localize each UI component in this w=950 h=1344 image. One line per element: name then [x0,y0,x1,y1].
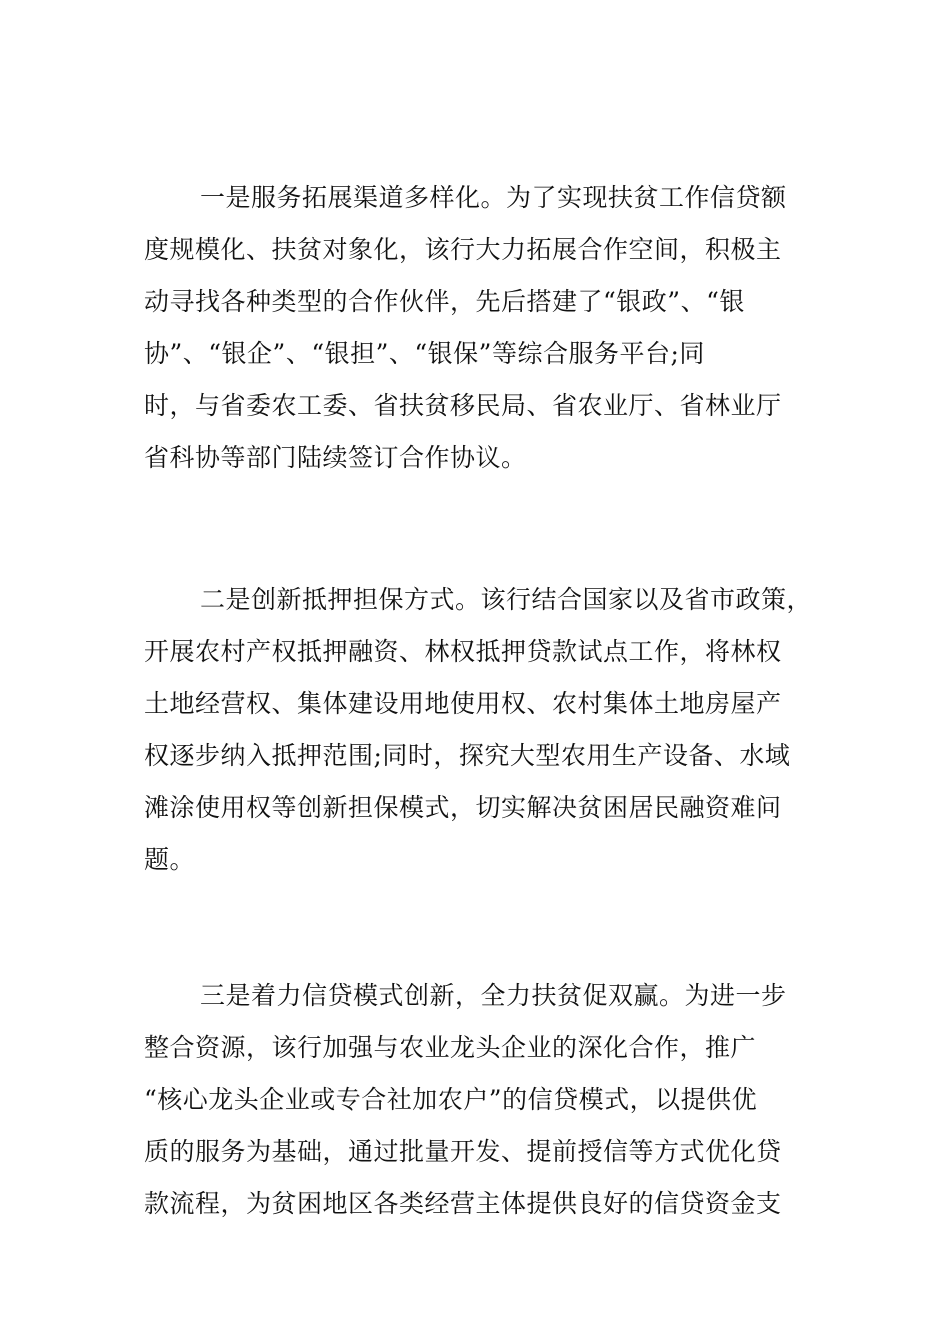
paragraph-line: 滩涂使用权等创新担保模式，切实解决贫困居民融资难问 [144,793,782,822]
paragraph-line: 动寻找各种类型的合作伙伴，先后搭建了“银政”、“银 [144,287,745,316]
paragraph-line: 二是创新抵押担保方式。该行结合国家以及省市政策， [200,585,813,614]
paragraph-credit-model [144,970,816,1230]
paragraph-line: 整合资源，该行加强与农业龙头企业的深化合作，推广 [144,1033,757,1062]
paragraph-line: 度规模化、扶贫对象化，该行大力拓展合作空间，积极主 [144,235,782,264]
paragraph-line: 省科协等部门陆续签订合作协议。 [144,443,527,472]
paragraph-line: 题。 [144,845,196,874]
paragraph-line: 三是着力信贷模式创新，全力扶贫促双赢。为进一步 [200,981,787,1010]
paragraph-line: 一是服务拓展渠道多样化。为了实现扶贫工作信贷额 [200,183,787,212]
paragraph-service-channels [144,172,816,484]
paragraph-line: 土地经营权、集体建设用地使用权、农村集体土地房屋产 [144,689,782,718]
paragraph-line: 权逐步纳入抵押范围;同时，探究大型农用生产设备、水域 [144,741,791,770]
paragraph-line: “核心龙头企业或专合社加农户”的信贷模式，以提供优 [144,1085,758,1114]
paragraph-line: 协”、“银企”、“银担”、“银保”等综合服务平台;同 [144,339,705,368]
paragraph-line: 款流程，为贫困地区各类经营主体提供良好的信贷资金支 [144,1189,782,1218]
paragraph-line: 开展农村产权抵押融资、林权抵押贷款试点工作，将林权 [144,637,782,666]
paragraph-collateral-innovation [144,574,816,886]
paragraph-line: 时，与省委农工委、省扶贫移民局、省农业厅、省林业厅 [144,391,782,420]
paragraph-line: 质的服务为基础，通过批量开发、提前授信等方式优化贷 [144,1137,782,1166]
